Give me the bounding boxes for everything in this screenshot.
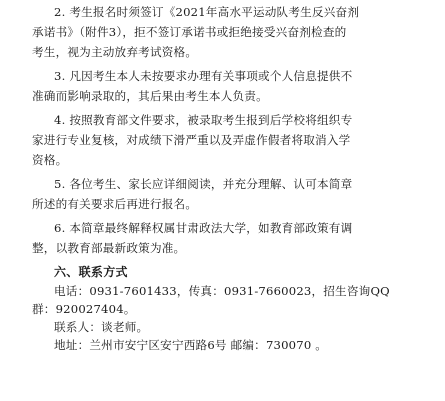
paragraph-6-line-1: 6. 本简章最终解释权属甘肃政法大学，如教育部政策有调 xyxy=(54,221,353,235)
contact-address: 地址：兰州市安宁区安宁西路6号 邮编：730070 。 xyxy=(54,338,328,352)
paragraph-4-line-1: 4. 按照教育部文件要求，被录取考生报到后学校将组织专 xyxy=(54,113,353,127)
contact-person: 联系人：谈老师。 xyxy=(54,320,149,334)
paragraph-5-line-2: 所述的有关要求后再进行报名。 xyxy=(32,197,198,211)
paragraph-6-line-2: 整，以教育部最新政策为准。 xyxy=(32,241,186,255)
paragraph-2-line-1: 2. 考生报名时须签订《2021年高水平运动队考生反兴奋剂 xyxy=(54,5,360,19)
paragraph-2-line-2: 承诺书》（附件3），拒不签订承诺书或拒绝接受兴奋剂检查的 xyxy=(32,25,347,39)
paragraph-2-line-3: 考生，视为主动放弃考试资格。 xyxy=(32,45,198,59)
paragraph-3-line-1: 3. 凡因考生本人未按要求办理有关事项或个人信息提供不 xyxy=(54,69,353,83)
contact-phone-line-2: 群：920027404。 xyxy=(32,302,136,316)
section-heading-contact: 六、联系方式 xyxy=(54,265,128,279)
paragraph-3-line-2: 准确而影响录取的，其后果由考生本人负责。 xyxy=(32,89,268,103)
paragraph-4-line-3: 资格。 xyxy=(32,153,68,167)
paragraph-4-line-2: 家进行专业复核，对成绩下滑严重以及弄虚作假者将取消入学 xyxy=(32,133,351,147)
paragraph-5-line-1: 5. 各位考生、家长应详细阅读，并充分理解、认可本简章 xyxy=(54,177,353,191)
contact-phone-line-1: 电话：0931-7601433，传真：0931-7660023，招生咨询QQ xyxy=(54,284,390,298)
